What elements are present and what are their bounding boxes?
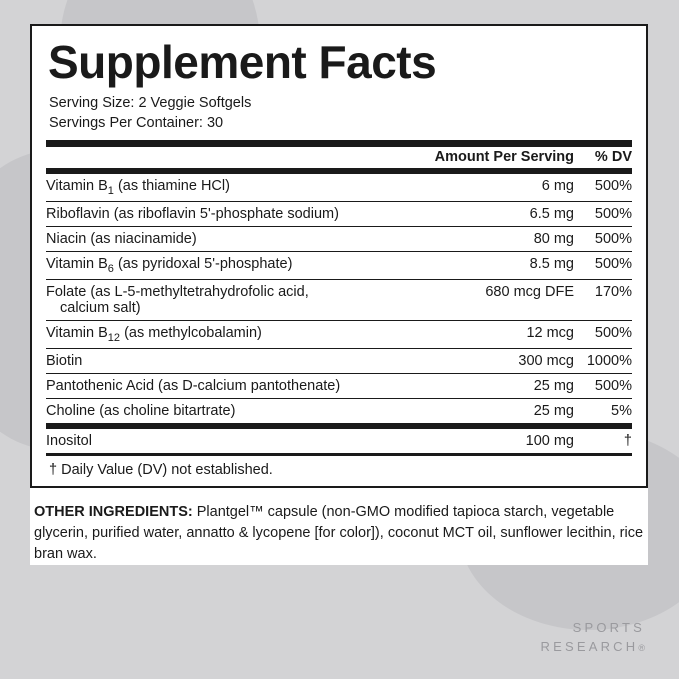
nutrient-dv: 1000% bbox=[574, 349, 632, 374]
table-row bbox=[46, 252, 632, 280]
nutrient-dv: 500% bbox=[574, 252, 632, 280]
nutrient-name: Vitamin $B_{12}$ (as methylcobalamin) bbox=[46, 321, 404, 349]
nutrient-name: Biotin bbox=[46, 349, 404, 374]
table-row bbox=[46, 374, 632, 399]
nutrient-amount: 300 mcg bbox=[404, 349, 574, 374]
other-ingredients-text: Plantgel™ capsule (non-GMO modified tapioca starch, vegetable glycerin, purified water, annatto & lycopene [for color]), coconut MCT oil, sunflower lecithin, rice bran wax. bbox=[34, 504, 644, 563]
nutrient-dv: 500% bbox=[574, 227, 632, 252]
brand-line-1: SPORTS bbox=[572, 620, 645, 636]
nutrient-dv: 170% bbox=[574, 280, 632, 321]
column-header-name bbox=[46, 147, 404, 171]
nutrient-amount: 80 mg bbox=[404, 227, 574, 252]
nutrient-dv: 5% bbox=[574, 399, 632, 427]
divider-thick-top bbox=[46, 140, 632, 147]
nutrient-amount: 25 mg bbox=[404, 399, 574, 427]
nutrient-dv: 500% bbox=[574, 374, 632, 399]
nutrient-amount: 6.5 mg bbox=[404, 202, 574, 227]
column-header-dv: % DV bbox=[594, 149, 632, 166]
serving-size: Serving Size: 2 Veggie Softgels bbox=[49, 95, 252, 112]
registered-mark: ® bbox=[638, 643, 645, 654]
nutrient-amount: 100 mg bbox=[404, 426, 574, 453]
nutrient-name: Vitamin $B_6$ (as pyridoxal 5'-phosphate) bbox=[46, 252, 404, 280]
nutrient-name: Riboflavin (as riboflavin 5'-phosphate sodium) bbox=[46, 202, 404, 227]
table-row bbox=[46, 321, 632, 349]
nutrient-name: Pantothenic Acid (as D-calcium pantothenate) bbox=[46, 374, 404, 399]
other-ingredients bbox=[34, 502, 644, 565]
brand-logo bbox=[541, 619, 645, 657]
servings-per-container: Servings Per Container: 30 bbox=[49, 114, 224, 131]
nutrient-name: Niacin (as niacinamide) bbox=[46, 227, 404, 252]
nutrient-name: Choline (as choline bitartrate) bbox=[46, 399, 404, 427]
table-header-row bbox=[46, 147, 632, 171]
daily-value-footnote: † Daily Value (DV) not established. bbox=[46, 453, 632, 480]
nutrient-amount: 8.5 mg bbox=[404, 252, 574, 280]
page-title: Supplement Facts bbox=[48, 36, 437, 88]
nutrient-amount: 25 mg bbox=[404, 374, 574, 399]
table-row bbox=[46, 202, 632, 227]
table-row bbox=[46, 227, 632, 252]
table-row bbox=[46, 426, 632, 453]
nutrient-amount: 12 mcg bbox=[404, 321, 574, 349]
nutrient-name: Inositol bbox=[46, 426, 404, 453]
nutrient-name: Folate (as L-5-methyltetrahydrofolic acid, calcium salt) bbox=[46, 280, 404, 321]
column-header-amount: Amount Per Serving bbox=[434, 149, 574, 166]
nutrient-dv: 500% bbox=[574, 321, 632, 349]
table-row bbox=[46, 171, 632, 201]
nutrition-table bbox=[46, 147, 632, 453]
nutrient-dv: † bbox=[574, 426, 632, 453]
nutrient-dv: 500% bbox=[574, 171, 632, 201]
other-ingredients-heading: OTHER INGREDIENTS: bbox=[34, 504, 193, 521]
nutrient-dv: 500% bbox=[574, 202, 632, 227]
label-panel bbox=[30, 24, 648, 565]
table-row bbox=[46, 349, 632, 374]
nutrient-amount: 680 mcg DFE bbox=[404, 280, 574, 321]
table-row bbox=[46, 399, 632, 427]
nutrient-name: Vitamin $B_1$ (as thiamine HCl) bbox=[46, 171, 404, 201]
nutrient-amount: 6 mg bbox=[404, 171, 574, 201]
supplement-facts-box bbox=[30, 24, 648, 488]
brand-line-2: RESEARCH® bbox=[540, 639, 645, 655]
table-row bbox=[46, 280, 632, 321]
